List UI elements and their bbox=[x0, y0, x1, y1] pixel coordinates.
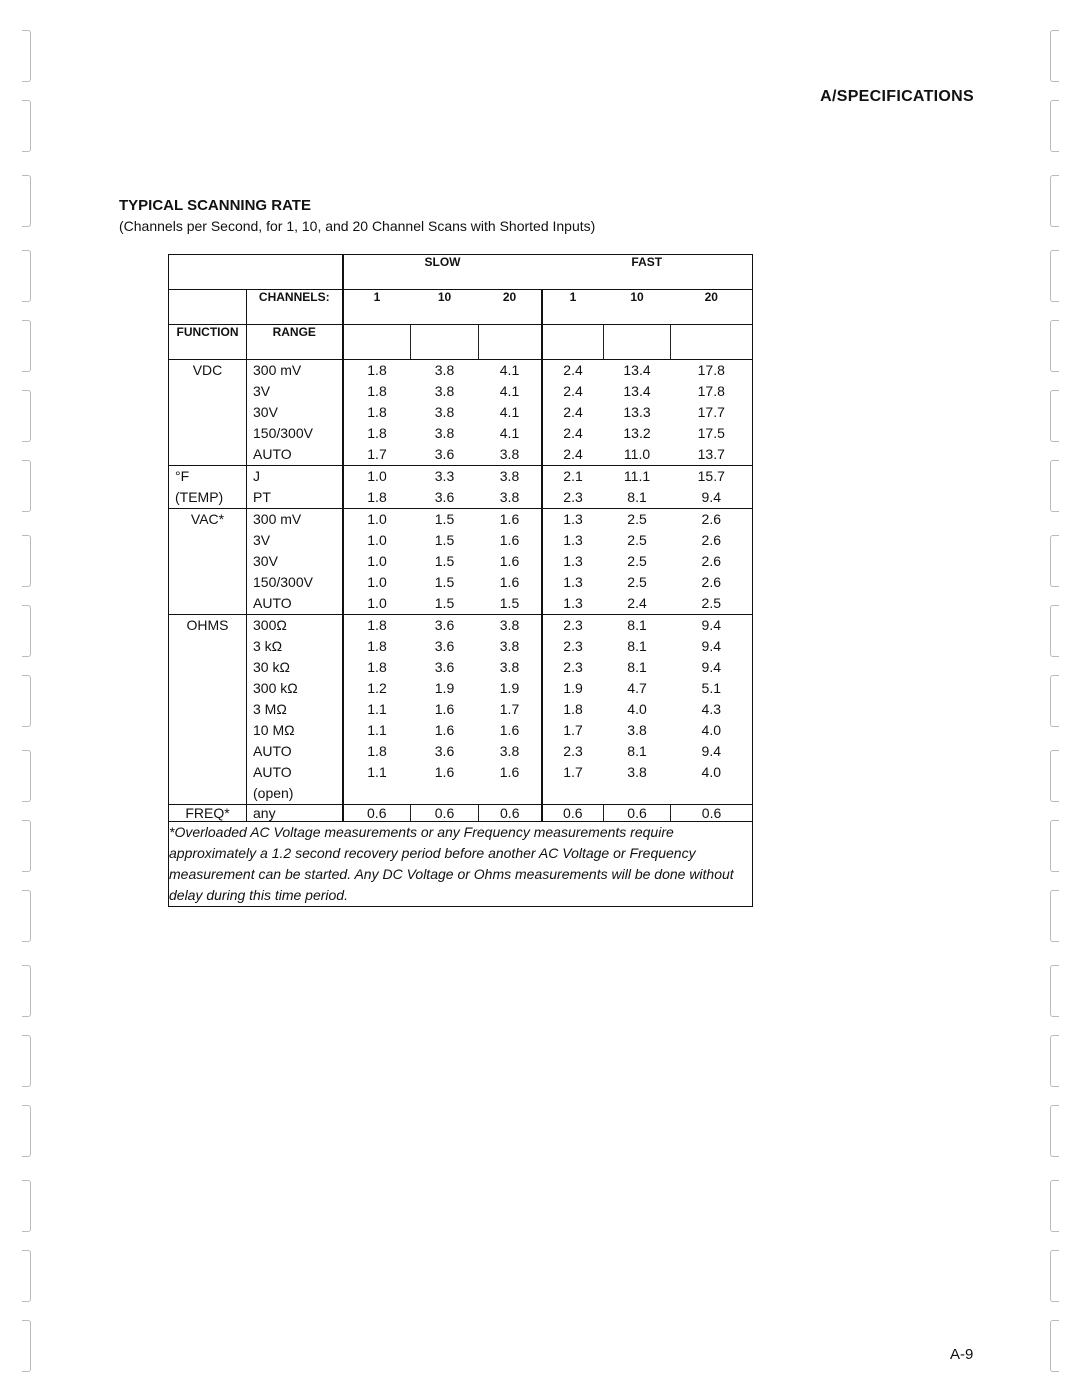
rate-value: 3.6 bbox=[434, 489, 455, 505]
rate-value: 1.3 bbox=[563, 532, 583, 548]
rate-value: 2.4 bbox=[627, 595, 647, 611]
rate-value: 0.6 bbox=[411, 805, 479, 822]
rate-value: 2.5 bbox=[627, 511, 647, 527]
binder-hole-mark bbox=[22, 1180, 31, 1232]
rate-cell bbox=[479, 509, 542, 615]
rate-value: 1.0 bbox=[367, 468, 387, 484]
rate-value: 2.4 bbox=[563, 383, 583, 399]
rate-value: 13.4 bbox=[623, 383, 651, 399]
binder-hole-mark bbox=[22, 1105, 31, 1157]
binder-hole-mark bbox=[22, 1250, 31, 1302]
binder-hole-mark bbox=[22, 1035, 31, 1087]
rate-value: 1.1 bbox=[367, 701, 387, 717]
rate-value: 4.1 bbox=[499, 383, 520, 399]
range-cell bbox=[247, 615, 343, 805]
rate-value: 11.1 bbox=[623, 468, 651, 484]
binder-hole-mark bbox=[22, 1320, 31, 1372]
rate-value: 4.1 bbox=[499, 404, 520, 420]
rate-value: 1.1 bbox=[367, 764, 387, 780]
rate-value: 2.3 bbox=[563, 743, 583, 759]
rate-cell bbox=[411, 615, 479, 805]
rate-cell bbox=[343, 615, 411, 805]
binder-hole-mark bbox=[1050, 605, 1059, 657]
rate-value: 8.1 bbox=[627, 659, 647, 675]
footnote: *Overloaded AC Voltage measurements or any Frequency measurements require approximately a 1.2 second recovery period before another AC Voltage or Frequency measurement can be started. Any DC Voltage or Ohms measurements will be done without delay during this time period. bbox=[169, 822, 753, 907]
function-cell bbox=[169, 360, 247, 466]
rate-cell bbox=[604, 466, 671, 509]
rate-value: 3.8 bbox=[627, 764, 647, 780]
rate-value: 1.8 bbox=[367, 425, 387, 441]
binder-hole-mark bbox=[22, 100, 31, 152]
range-value: AUTO bbox=[253, 595, 292, 611]
page-number: A-9 bbox=[950, 1346, 974, 1363]
binder-hole-mark bbox=[1050, 175, 1059, 227]
rate-value: 3.6 bbox=[434, 659, 455, 675]
rate-cell bbox=[479, 615, 542, 805]
rate-value: 1.0 bbox=[367, 553, 387, 569]
rate-value: 3.3 bbox=[434, 468, 455, 484]
slow-header: SLOW bbox=[343, 255, 542, 290]
binder-hole-mark bbox=[1050, 1320, 1059, 1372]
rate-value: 1.9 bbox=[563, 680, 583, 696]
range-value: 3V bbox=[253, 383, 271, 399]
rate-value: 17.8 bbox=[697, 383, 725, 399]
rate-value: 3.6 bbox=[434, 743, 455, 759]
channel-count: 20 bbox=[671, 290, 753, 325]
rate-value: 1.8 bbox=[367, 638, 387, 654]
rate-value: 1.8 bbox=[367, 362, 387, 378]
rate-value: 3.8 bbox=[499, 617, 520, 633]
rate-value: 1.6 bbox=[434, 764, 455, 780]
rate-value: 3.8 bbox=[499, 446, 520, 462]
rate-value: 2.5 bbox=[627, 532, 647, 548]
rate-value: 3.6 bbox=[434, 617, 455, 633]
rate-value: 1.9 bbox=[434, 680, 455, 696]
range-value: 3 kΩ bbox=[253, 638, 283, 654]
group-row-ohms bbox=[169, 615, 753, 805]
rate-value: 1.6 bbox=[499, 511, 520, 527]
binder-hole-mark bbox=[1050, 1035, 1059, 1087]
binder-hole-mark bbox=[22, 175, 31, 227]
rate-value: 11.0 bbox=[623, 446, 651, 462]
blank-header-cell bbox=[411, 325, 479, 360]
rate-value: 1.1 bbox=[367, 722, 387, 738]
rate-value: 1.6 bbox=[499, 722, 520, 738]
range-value: 3 MΩ bbox=[253, 701, 287, 717]
binder-hole-mark bbox=[22, 390, 31, 442]
rate-value: 4.7 bbox=[627, 680, 647, 696]
binder-hole-mark bbox=[1050, 535, 1059, 587]
binder-hole-mark bbox=[22, 750, 31, 802]
rate-value: 8.1 bbox=[627, 638, 647, 654]
channel-count: 10 bbox=[411, 290, 479, 325]
rate-cell bbox=[604, 615, 671, 805]
range-value: 30 kΩ bbox=[253, 659, 290, 675]
range-value: 10 MΩ bbox=[253, 722, 295, 738]
rate-value: 2.6 bbox=[701, 574, 721, 590]
rate-value: 1.5 bbox=[434, 553, 455, 569]
rate-value: 1.6 bbox=[499, 553, 520, 569]
rate-value: 2.4 bbox=[563, 425, 583, 441]
range-value: 300 mV bbox=[253, 511, 302, 527]
function-name: (TEMP) bbox=[175, 489, 224, 505]
function-name: OHMS bbox=[186, 617, 229, 633]
channel-count: 1 bbox=[542, 290, 604, 325]
rate-value: 2.5 bbox=[627, 574, 647, 590]
rate-value: 8.1 bbox=[627, 489, 647, 505]
rate-value: 3.8 bbox=[499, 638, 520, 654]
rate-value: 1.3 bbox=[563, 553, 583, 569]
rate-cell bbox=[343, 466, 411, 509]
rate-value: 1.6 bbox=[499, 574, 520, 590]
range-value: 300 kΩ bbox=[253, 680, 298, 696]
function-cell bbox=[169, 466, 247, 509]
rate-value: 4.1 bbox=[499, 362, 520, 378]
blank-header-cell bbox=[169, 255, 343, 290]
rate-value: 1.5 bbox=[434, 595, 455, 611]
rate-value: 3.8 bbox=[499, 489, 520, 505]
rate-value: 1.5 bbox=[434, 532, 455, 548]
blank-header-cell bbox=[343, 325, 411, 360]
rate-cell bbox=[542, 615, 604, 805]
range-value: 300Ω bbox=[253, 617, 287, 633]
range-value: 30V bbox=[253, 553, 278, 569]
rate-value: 2.4 bbox=[563, 404, 583, 420]
rate-value: 1.6 bbox=[499, 764, 520, 780]
rate-value: 3.8 bbox=[627, 722, 647, 738]
rate-cell bbox=[542, 360, 604, 466]
scanning-rate-table bbox=[168, 254, 753, 907]
rate-value: 15.7 bbox=[697, 468, 725, 484]
rate-value: 1.8 bbox=[367, 489, 387, 505]
header-row-channels bbox=[169, 290, 753, 325]
rate-value: 1.8 bbox=[367, 383, 387, 399]
rate-value: 2.4 bbox=[563, 362, 583, 378]
rate-value: 2.3 bbox=[563, 659, 583, 675]
range-cell bbox=[247, 360, 343, 466]
section-title: TYPICAL SCANNING RATE bbox=[119, 197, 311, 214]
range-cell bbox=[247, 509, 343, 615]
rate-value: 13.3 bbox=[623, 404, 651, 420]
rate-value: 9.4 bbox=[701, 743, 721, 759]
range-value: 300 mV bbox=[253, 362, 302, 378]
rate-value: 3.8 bbox=[434, 425, 455, 441]
binder-hole-mark bbox=[22, 820, 31, 872]
binder-hole-mark bbox=[22, 30, 31, 82]
header-row-speed bbox=[169, 255, 753, 290]
rate-value: 8.1 bbox=[627, 743, 647, 759]
rate-value: 0.6 bbox=[479, 805, 542, 822]
rate-value: 1.0 bbox=[367, 574, 387, 590]
rate-value: 1.3 bbox=[563, 574, 583, 590]
rate-cell bbox=[542, 466, 604, 509]
rate-value: 9.4 bbox=[701, 489, 721, 505]
range-value: AUTO bbox=[253, 446, 292, 462]
function-cell: FREQ* bbox=[169, 805, 247, 822]
channel-count: 10 bbox=[604, 290, 671, 325]
rate-value: 0.6 bbox=[542, 805, 604, 822]
page-header: A/SPECIFICATIONS bbox=[820, 88, 974, 105]
function-header: FUNCTION bbox=[169, 325, 247, 360]
rate-value: 5.1 bbox=[701, 680, 721, 696]
rate-value: 1.7 bbox=[499, 701, 520, 717]
binder-hole-mark bbox=[1050, 965, 1059, 1017]
rate-value: 9.4 bbox=[701, 659, 721, 675]
blank-header-cell bbox=[169, 290, 247, 325]
rate-value: 3.6 bbox=[434, 446, 455, 462]
rate-value: 1.8 bbox=[367, 659, 387, 675]
rate-value: 1.8 bbox=[367, 743, 387, 759]
header-row-columns bbox=[169, 325, 753, 360]
rate-value: 1.5 bbox=[434, 574, 455, 590]
section-subtitle: (Channels per Second, for 1, 10, and 20 Channel Scans with Shorted Inputs) bbox=[119, 218, 596, 234]
rate-value: 3.8 bbox=[499, 659, 520, 675]
rate-value: 1.8 bbox=[563, 701, 583, 717]
rate-cell bbox=[343, 509, 411, 615]
rate-value: 1.7 bbox=[367, 446, 387, 462]
rate-value: 1.0 bbox=[367, 595, 387, 611]
binder-hole-mark bbox=[22, 965, 31, 1017]
rate-value: 1.9 bbox=[499, 680, 520, 696]
rate-value: 4.3 bbox=[701, 701, 721, 717]
rate-value: 1.2 bbox=[367, 680, 387, 696]
range-cell: any bbox=[247, 805, 343, 822]
rate-value: 2.1 bbox=[563, 468, 583, 484]
rate-value: 2.6 bbox=[701, 553, 721, 569]
binder-hole-mark bbox=[22, 675, 31, 727]
rate-value: 1.0 bbox=[367, 511, 387, 527]
rate-value: 0.6 bbox=[604, 805, 671, 822]
blank-header-cell bbox=[542, 325, 604, 360]
channel-count: 20 bbox=[479, 290, 542, 325]
binder-hole-mark bbox=[22, 605, 31, 657]
rate-cell bbox=[671, 360, 753, 466]
blank-header-cell bbox=[671, 325, 753, 360]
rate-cell bbox=[411, 360, 479, 466]
group-row-vdc bbox=[169, 360, 753, 466]
binder-hole-mark bbox=[1050, 1180, 1059, 1232]
binder-hole-mark bbox=[1050, 320, 1059, 372]
binder-hole-mark bbox=[1050, 750, 1059, 802]
rate-value: 17.8 bbox=[697, 362, 725, 378]
rate-value: 1.8 bbox=[367, 404, 387, 420]
rate-value: 3.8 bbox=[499, 743, 520, 759]
group-row-temp bbox=[169, 466, 753, 509]
rate-cell bbox=[479, 360, 542, 466]
rate-cell bbox=[604, 360, 671, 466]
rate-value: 4.0 bbox=[627, 701, 647, 717]
rate-cell bbox=[671, 466, 753, 509]
channel-count: 1 bbox=[343, 290, 411, 325]
rate-value: 2.4 bbox=[563, 446, 583, 462]
rate-value: 4.0 bbox=[701, 722, 721, 738]
rate-value: 2.6 bbox=[701, 511, 721, 527]
rate-value: 3.8 bbox=[499, 468, 520, 484]
rate-value: 13.4 bbox=[623, 362, 651, 378]
rate-value: 9.4 bbox=[701, 617, 721, 633]
rate-value: 1.0 bbox=[367, 532, 387, 548]
rate-cell bbox=[343, 360, 411, 466]
rate-value: 17.7 bbox=[697, 404, 725, 420]
fast-header: FAST bbox=[542, 255, 753, 290]
binder-hole-mark bbox=[1050, 820, 1059, 872]
function-name: VAC* bbox=[190, 511, 225, 527]
binder-hole-mark bbox=[1050, 890, 1059, 942]
rate-value: 1.5 bbox=[434, 511, 455, 527]
rate-value: 17.5 bbox=[697, 425, 725, 441]
rate-value: 13.7 bbox=[697, 446, 725, 462]
rate-cell bbox=[671, 615, 753, 805]
binder-hole-mark bbox=[1050, 100, 1059, 152]
rate-value: 1.3 bbox=[563, 595, 583, 611]
rate-value: 1.8 bbox=[367, 617, 387, 633]
binder-hole-mark bbox=[22, 535, 31, 587]
rate-value: 1.7 bbox=[563, 764, 583, 780]
rate-value: 1.3 bbox=[563, 511, 583, 527]
range-value: PT bbox=[253, 489, 271, 505]
binder-hole-mark bbox=[22, 460, 31, 512]
binder-hole-mark bbox=[1050, 30, 1059, 82]
rate-value: 13.2 bbox=[623, 425, 651, 441]
range-value: 30V bbox=[253, 404, 278, 420]
rate-value: 1.7 bbox=[563, 722, 583, 738]
blank-header-cell bbox=[604, 325, 671, 360]
rate-value: 1.6 bbox=[434, 701, 455, 717]
rate-value: 2.3 bbox=[563, 617, 583, 633]
channels-label: CHANNELS: bbox=[247, 290, 343, 325]
rate-cell bbox=[479, 466, 542, 509]
range-value: AUTO bbox=[253, 764, 292, 780]
rate-value: 2.5 bbox=[627, 553, 647, 569]
rate-value: 3.6 bbox=[434, 638, 455, 654]
binder-hole-mark bbox=[1050, 1250, 1059, 1302]
rate-value: 0.6 bbox=[671, 805, 753, 822]
range-value: (open) bbox=[253, 785, 294, 801]
rate-cell bbox=[411, 466, 479, 509]
binder-hole-mark bbox=[22, 890, 31, 942]
range-value: J bbox=[253, 468, 260, 484]
binder-hole-mark bbox=[1050, 675, 1059, 727]
group-row-vac bbox=[169, 509, 753, 615]
function-cell bbox=[169, 509, 247, 615]
rate-value: 2.6 bbox=[701, 532, 721, 548]
rate-value: 4.0 bbox=[701, 764, 721, 780]
rate-value: 3.8 bbox=[434, 362, 455, 378]
rate-value: 0.6 bbox=[343, 805, 411, 822]
function-cell bbox=[169, 615, 247, 805]
binder-hole-mark bbox=[22, 320, 31, 372]
rate-cell bbox=[671, 509, 753, 615]
range-value: 150/300V bbox=[253, 574, 313, 590]
binder-hole-mark bbox=[1050, 390, 1059, 442]
rate-cell bbox=[542, 509, 604, 615]
footnote-row bbox=[169, 822, 753, 907]
binder-hole-mark bbox=[22, 250, 31, 302]
range-header: RANGE bbox=[247, 325, 343, 360]
rate-value: 8.1 bbox=[627, 617, 647, 633]
range-cell bbox=[247, 466, 343, 509]
rate-value: 2.3 bbox=[563, 638, 583, 654]
function-name: VDC bbox=[192, 362, 223, 378]
range-value: AUTO bbox=[253, 743, 292, 759]
group-row-freq bbox=[169, 805, 753, 822]
range-value: 3V bbox=[253, 532, 271, 548]
rate-value: 1.5 bbox=[499, 595, 520, 611]
binder-hole-mark bbox=[1050, 1105, 1059, 1157]
rate-value: 1.6 bbox=[499, 532, 520, 548]
blank-header-cell bbox=[479, 325, 542, 360]
binder-hole-mark bbox=[1050, 460, 1059, 512]
rate-value: 9.4 bbox=[701, 638, 721, 654]
rate-value: 3.8 bbox=[434, 404, 455, 420]
rate-value: 2.5 bbox=[701, 595, 721, 611]
rate-cell bbox=[604, 509, 671, 615]
range-value: 150/300V bbox=[253, 425, 313, 441]
rate-cell bbox=[411, 509, 479, 615]
rate-value: 2.3 bbox=[563, 489, 583, 505]
binder-hole-mark bbox=[1050, 250, 1059, 302]
rate-value: 3.8 bbox=[434, 383, 455, 399]
rate-value: 1.6 bbox=[434, 722, 455, 738]
function-name: °F bbox=[175, 468, 190, 484]
rate-value: 4.1 bbox=[499, 425, 520, 441]
